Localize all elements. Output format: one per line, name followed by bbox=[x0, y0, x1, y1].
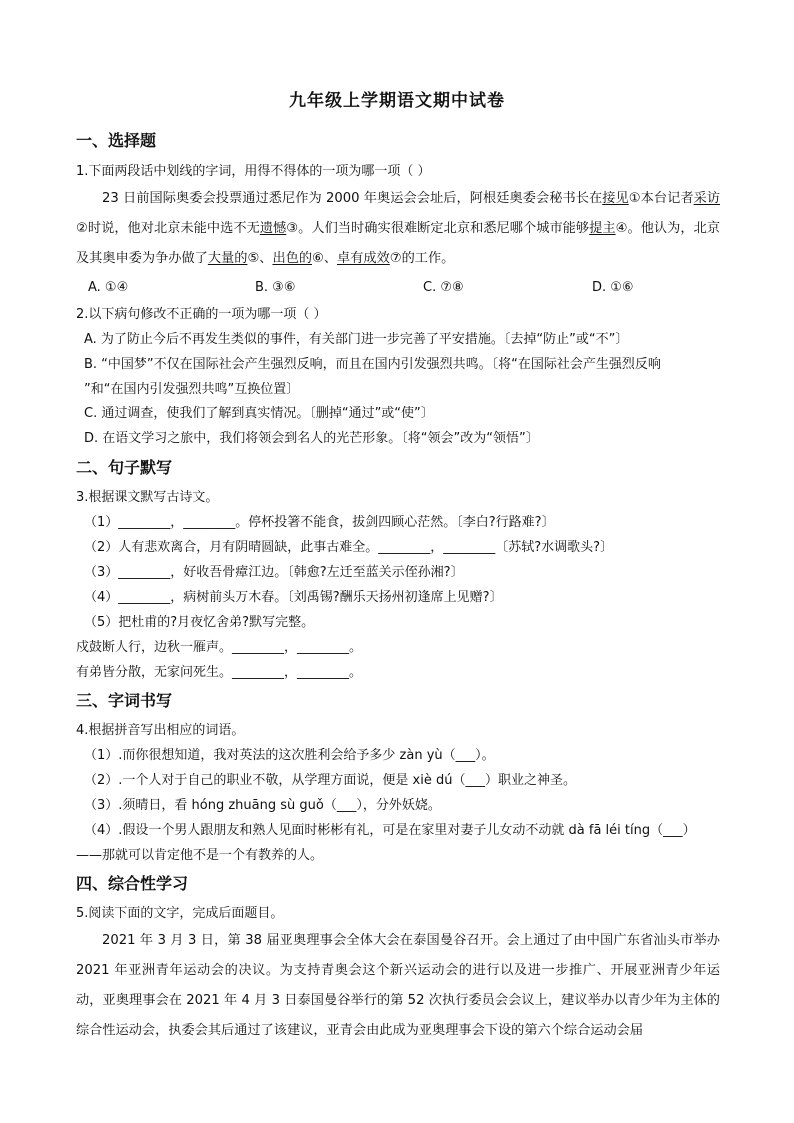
option-d[interactable]: D. ①⑥ bbox=[592, 280, 634, 295]
underlined-word: 提主 bbox=[589, 221, 616, 236]
underlined-word: 大量的 bbox=[207, 251, 248, 266]
underlined-word: 卓有成效 bbox=[337, 251, 390, 266]
recitation-poem-line-2: 有弟皆分散，无家问死生。________，________。 bbox=[76, 665, 363, 680]
pinyin-item-3: （3）.须晴日，看 hóng zhuāng sù guǒ（___），分外妖娆。 bbox=[84, 798, 441, 813]
recitation-line-2: （2）人有悲欢离合，月有阴晴圆缺，此事古难全。________，________〔苏轼?水调歌头?〕 bbox=[84, 540, 614, 555]
recitation-poem-line-1: 戍鼓断人行，边秋一雁声。________，________。 bbox=[76, 640, 363, 655]
pinyin-item-4-continued: ——那就可以肯定他不是一个有教养的人。 bbox=[76, 848, 324, 863]
question-2-stem: 2.以下病句修改不正确的一项为哪一项（ ） bbox=[76, 307, 327, 322]
option-a[interactable]: A. 为了防止今后不再发生类似的事件，有关部门进一步完善了平安措施。〔去掉“防止”或“不”〕 bbox=[84, 332, 629, 347]
option-b-continued: ”和“在国内引发强烈共鸣”互换位置〕 bbox=[84, 382, 300, 397]
underlined-word: 采访 bbox=[693, 191, 721, 206]
recitation-line-1: （1）________，________。停杯投箸不能食，拔剑四顾心茫然。〔李白?行路难?〕 bbox=[84, 515, 555, 530]
option-c[interactable]: C. 通过调查，使我们了解到真实情况。〔删掉“通过”或“使”〕 bbox=[84, 406, 434, 421]
page-title: 九年级上学期语文期中试卷 bbox=[289, 91, 505, 111]
option-b[interactable]: B. ③⑥ bbox=[255, 280, 296, 295]
recitation-line-5: （5）把杜甫的?月夜忆舍弟?默写完整。 bbox=[84, 615, 315, 630]
pinyin-item-1: （1）.而你很想知道，我对英法的这次胜利会给予多少 zàn yù（___）。 bbox=[84, 748, 495, 763]
pinyin-item-4: （4）.假设一个男人跟朋友和熟人见面时彬彬有礼，可是在家里对妻子儿女动不动就 dà fā léi tíng（___） bbox=[84, 823, 696, 838]
recitation-line-3: （3）________，好收吾骨瘴江边。〔韩愈?左迁至蓝关示侄孙湘?〕 bbox=[84, 565, 464, 580]
option-d[interactable]: D. 在语文学习之旅中，我们将领会到名人的光芒形象。〔将“领会”改为“领悟”〕 bbox=[84, 431, 539, 446]
section-heading-recitation: 二、句子默写 bbox=[76, 458, 173, 477]
option-a[interactable]: A. ①④ bbox=[88, 280, 129, 295]
section-heading-comprehensive: 四、综合性学习 bbox=[76, 874, 189, 893]
question-1-options bbox=[88, 280, 728, 300]
section-heading-word-writing: 三、字词书写 bbox=[76, 691, 173, 710]
question-3-stem: 3.根据课文默写古诗文。 bbox=[76, 490, 219, 505]
section-heading-choice: 一、选择题 bbox=[76, 131, 157, 150]
question-5-passage: 2021 年 3 月 3 日，第 38 届亚奥理事会全体大会在泰国曼谷召开。会上通过了由中国广东省汕头市举办 2021 年亚洲青年运动会的决议。为支持青奥会这个新兴运动会的进行以及进一步推广、开展亚洲青少年运动，亚奥理事会在 2021 年 4 月 3 日泰国曼谷举行的第 52 次执行委员会会议上，建议举办以青少年为主体的综合性运动会，执委会其后通过了该建议，亚青会由此成为亚奥理事会下设的第六个综合运动会届 bbox=[76, 933, 720, 1038]
question-1-stem: 1.下面两段话中划线的字词，用得不得体的一项为哪一项（ ） bbox=[76, 164, 431, 179]
question-4-stem: 4.根据拼音写出相应的词语。 bbox=[76, 723, 245, 738]
underlined-word: 遗憾 bbox=[259, 221, 287, 236]
recitation-line-4: （4）________，病树前头万木春。〔刘禹锡?酬乐天扬州初逢席上见赠?〕 bbox=[84, 590, 503, 605]
underlined-word: 出色的 bbox=[272, 251, 313, 266]
question-1-passage: 23 日前国际奥委会投票通过悉尼作为 2000 年奥运会会址后，阿根廷奥委会秘书长在接见①本台记者采访②时说，他对北京未能中选不无遗憾③。人们当时确实很难断定北京和悉尼哪个城市能够提主④。他认为，北京及其奥申委为争办做了大量的⑤、出色的⑥、卓有成效⑦的工作。 bbox=[76, 191, 721, 266]
option-c[interactable]: C. ⑦⑧ bbox=[423, 280, 464, 295]
question-5-stem: 5.阅读下面的文字，完成后面题目。 bbox=[76, 906, 284, 921]
underlined-word: 接见 bbox=[602, 191, 629, 206]
option-b[interactable]: B. “中国梦”不仅在国际社会产生强烈反响，而且在国内引发强烈共鸣。〔将“在国际社会产生强烈反响 bbox=[84, 357, 661, 372]
pinyin-item-2: （2）.一个人对于自己的职业不敬，从学理方面说，便是 xiè dú（___）职业之神圣。 bbox=[84, 773, 576, 788]
